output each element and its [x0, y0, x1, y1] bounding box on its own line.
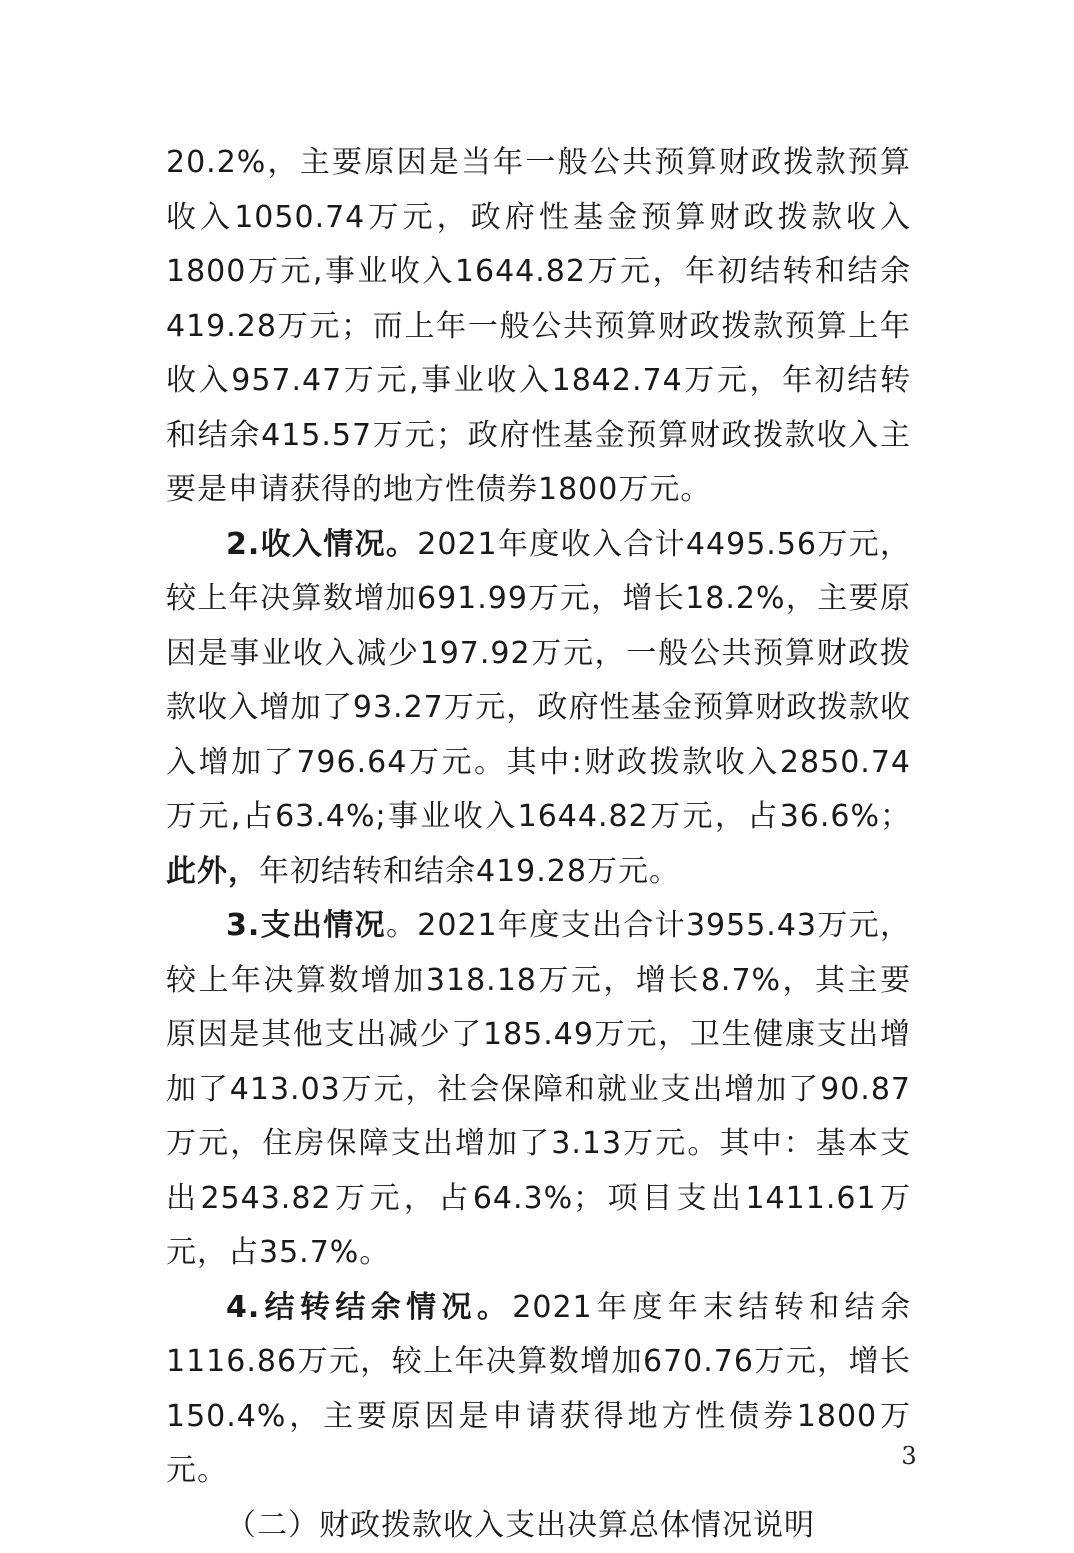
paragraph-emphasis: 此外， — [166, 854, 259, 889]
paragraph-lead: 3.支出情况 — [226, 908, 386, 943]
paragraph-income — [166, 518, 911, 900]
paragraph-expenditure — [166, 899, 911, 1281]
paragraph-text: 20.2%，主要原因是当年一般公共预算财政拨款预算收入1050.74万元，政府性基金预算财政拨款收入1800万元,事业收入1644.82万元，年初结转和结余419.28万元；而上年一般公共预算财政拨款预算上年收入957.47万元,事业收入1842.74万元，年初结转和结余415.57万元；政府性基金预算财政拨款收入主要是申请获得的地方性债券1800万元。 — [166, 145, 911, 507]
paragraph-text: 2021年度收入合计4495.56万元，较上年决算数增加691.99万元，增长18.2%，主要原因是事业收入减少197.92万元，一般公共预算财政拨款收入增加了93.27万元，政府性基金预算财政拨款收入增加了796.64万元。其中:财政拨款收入2850.74万元,占63.4%;事业收入1644.82万元，占36.6%； — [166, 527, 911, 835]
paragraph-continuation — [166, 136, 911, 518]
paragraph-text: 2021年度年末结转和结余1116.86万元，较上年决算数增加670.76万元，增长150.4%，主要原因是申请获得地方性债券1800万元。 — [166, 1290, 911, 1489]
document-body — [166, 136, 911, 1553]
section-heading: （二）财政拨款收入支出决算总体情况说明 — [166, 1499, 911, 1553]
paragraph-lead: 2.收入情况。 — [226, 527, 417, 562]
paragraph-text: 。2021年度支出合计3955.43万元，较上年决算数增加318.18万元，增长8.7%，其主要原因是其他支出减少了185.49万元，卫生健康支出增加了413.03万元，社会保障和就业支出增加了90.87万元，住房保障支出增加了3.13万元。其中：基本支出2543.82万元，占64.3%；项目支出1411.61万元，占35.7%。 — [166, 908, 911, 1270]
page-number: 3 — [894, 1441, 924, 1471]
paragraph-lead: 4.结转结余情况。 — [226, 1290, 512, 1325]
paragraph-tail: 年初结转和结余419.28万元。 — [259, 854, 680, 889]
paragraph-carryover — [166, 1281, 911, 1499]
